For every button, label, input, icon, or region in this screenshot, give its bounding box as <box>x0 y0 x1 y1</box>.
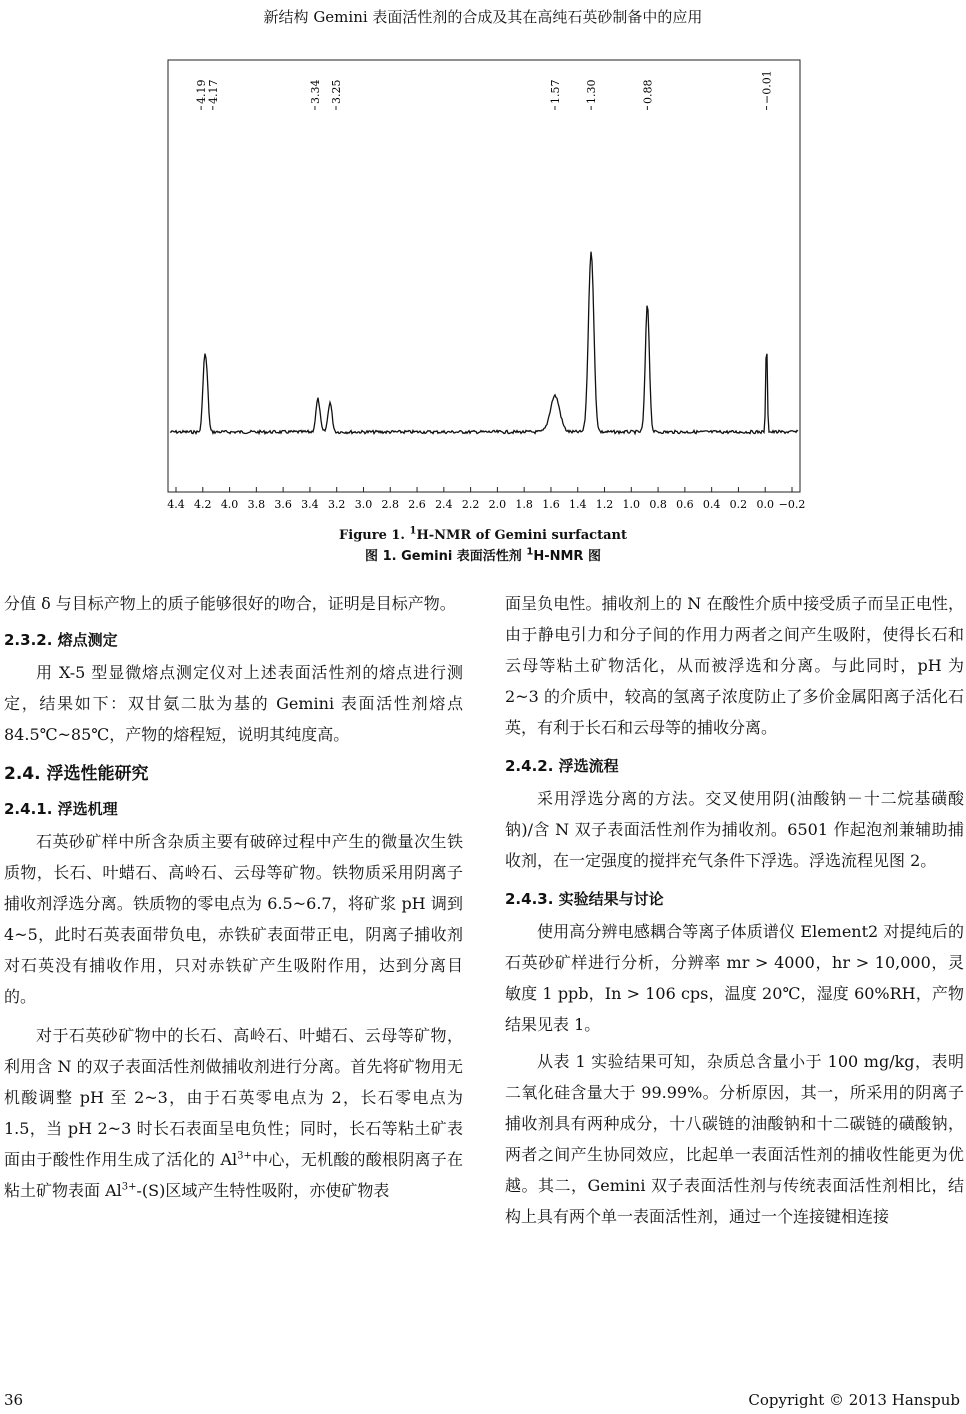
peak-label: 3.25 <box>330 79 343 104</box>
nmr-spectrum-figure <box>165 52 805 522</box>
peak-label: 0.88 <box>641 79 655 104</box>
paragraph: 石英砂矿样中所含杂质主要有破碎过程中产生的微量次生铁质物，长石、叶蜡石、高岭石、云母等矿物。铁物质采用阴离子捕收剂浮选分离。铁质物的零电点为 6.5~6.7，将矿浆 pH 调到 4~5，此时石英表面带负电，赤铁矿表面带正电，阴离子捕收剂对石英没有捕收作用，只对赤铁矿产生吸附作用，达到分离目的。 <box>4 832 463 1006</box>
figure-caption-en <box>0 525 966 543</box>
x-tick-label: 1.8 <box>515 498 533 511</box>
peak-labels <box>195 70 773 110</box>
x-axis-ticks <box>167 487 805 511</box>
section-heading-2-4-1: 2.4.1. 浮选机理 <box>4 800 118 818</box>
peak-label: 4.17 <box>206 79 220 104</box>
x-tick-label: 0.6 <box>676 498 694 511</box>
x-tick-label: −0.2 <box>778 498 805 511</box>
x-tick-label: 0.2 <box>729 498 748 511</box>
x-tick-label: 3.0 <box>354 498 373 511</box>
caption-text-en: H-NMR of Gemini surfactant <box>416 528 627 543</box>
paragraph: 从表 1 实验结果可知，杂质总含量小于 100 mg/kg，表明二氧化硅含量大于 99.99%。分析原因，其一，所采用的阴离子捕收剂具有两种成分，十八碳链的油酸钠和十二碳链的磺酸钠，两者之间产生协同效应，比起单一表面活性剂的捕收性能更为优越。其二，Gemini 双子表面活性剂与传统表面活性剂相比，结构上具有两个单一表面活性剂，通过一个连接键相连接 <box>505 1052 964 1226</box>
peak-label: 4.19 <box>195 79 209 104</box>
nmr-spectrum-chart <box>165 52 805 522</box>
right-column <box>505 588 964 1232</box>
x-tick-label: 2.2 <box>461 498 480 511</box>
paragraph: 面呈负电性。捕收剂上的 N 在酸性介质中接受质子而呈正电性，由于静电引力和分子间的作用力两者之间产生吸附，使得长石和云母等粘土矿物活化，从而被浮选和分离。与此同时，pH 为 2~3 的介质中，较高的氢离子浓度防止了多价金属阳离子活化石英，有利于长石和云母等的捕收分离。 <box>505 594 964 737</box>
x-tick-label: 0.0 <box>756 498 774 511</box>
section-heading-2-4-3: 2.4.3. 实验结果与讨论 <box>505 890 664 908</box>
x-tick-label: 2.6 <box>408 498 426 511</box>
section-heading-2-4: 2.4. 浮选性能研究 <box>4 764 149 784</box>
x-tick-label: 3.4 <box>301 498 319 511</box>
peak-label: 1.30 <box>585 79 599 104</box>
x-tick-label: 2.8 <box>381 498 400 511</box>
copyright: Copyright © 2013 Hanspub <box>748 1391 960 1409</box>
x-tick-label: 0.8 <box>649 498 667 511</box>
x-tick-label: 4.0 <box>220 498 239 511</box>
x-tick-label: 4.4 <box>167 498 185 511</box>
paragraph: 对于石英砂矿物中的长石、高岭石、叶蜡石、云母等矿物，利用含 N 的双子表面活性剂做捕收剂进行分离。首先将矿物用无机酸调整 pH 至 2~3，由于石英零电点为 2，长石零电点为 1.5，当 pH 2~3 时长石表面呈电负性；同时，长石等粘土矿表面由于酸性作用生成了活化的 $Al^{3+}$中心，无机酸的酸根阴离子在粘土矿物表面 $Al^{3+}-(S)$区域产生特性吸附，亦使矿物表 <box>4 1026 463 1200</box>
plot-frame <box>168 60 800 492</box>
x-tick-label: 4.2 <box>194 498 212 511</box>
caption-sup-zh: 1 <box>526 546 534 558</box>
figure-label: Figure 1. <box>339 528 405 543</box>
x-tick-label: 2.4 <box>435 498 453 511</box>
x-tick-label: 3.2 <box>327 498 346 511</box>
x-tick-label: 3.6 <box>274 498 292 511</box>
figure-caption-zh <box>0 545 966 564</box>
page-number: 36 <box>4 1391 24 1409</box>
x-tick-label: 1.4 <box>568 498 587 511</box>
section-heading-2-3-2: 2.3.2. 熔点测定 <box>4 631 118 649</box>
x-tick-label: 1.0 <box>622 498 641 511</box>
caption-sup: 1 <box>409 525 417 537</box>
paragraph: 用 X-5 型显微熔点测定仪对上述表面活性剂的熔点进行测定，结果如下：双甘氨二肽为基的 Gemini 表面活性剂熔点 84.5℃~85℃，产物的熔程短，说明其纯度高。 <box>4 663 463 744</box>
running-header: 新结构 Gemini 表面活性剂的合成及其在高纯石英砂制备中的应用 <box>263 8 703 26</box>
paragraph: 采用浮选分离的方法。交叉使用阴(油酸钠－十二烷基磺酸钠)/含 N 双子表面活性剂作为捕收剂。6501 作起泡剂兼辅助捕收剂，在一定强度的搅拌充气条件下浮选。浮选流程见图 2。 <box>505 789 964 870</box>
x-tick-label: 1.2 <box>595 498 614 511</box>
section-heading-2-4-2: 2.4.2. 浮选流程 <box>505 757 619 775</box>
spectrum-trace <box>170 252 798 434</box>
caption-text-zh: H-NMR 图 <box>533 549 601 564</box>
x-tick-label: 0.4 <box>702 498 721 511</box>
peak-label: 3.34 <box>308 79 322 104</box>
peak-label: 1.57 <box>548 79 562 104</box>
paragraph: 使用高分辨电感耦合等离子体质谱仪 Element2 对提纯后的石英砂矿样进行分析，分辨率 mr > 4000，hr > 10,000，灵敏度 1 ppb，In > 106 cps，温度 20℃，湿度 60%RH，产物结果见表 1。 <box>505 922 964 1034</box>
peak-label: −0.01 <box>760 70 774 104</box>
figure-label-zh: 图 1. Gemini 表面活性剂 <box>365 549 522 564</box>
x-tick-label: 3.8 <box>247 498 266 511</box>
x-tick-label: 1.6 <box>542 498 560 511</box>
x-tick-label: 2.0 <box>488 498 507 511</box>
left-column <box>4 588 463 1206</box>
paragraph: 分值 δ 与目标产物上的质子能够很好的吻合，证明是目标产物。 <box>4 594 456 613</box>
